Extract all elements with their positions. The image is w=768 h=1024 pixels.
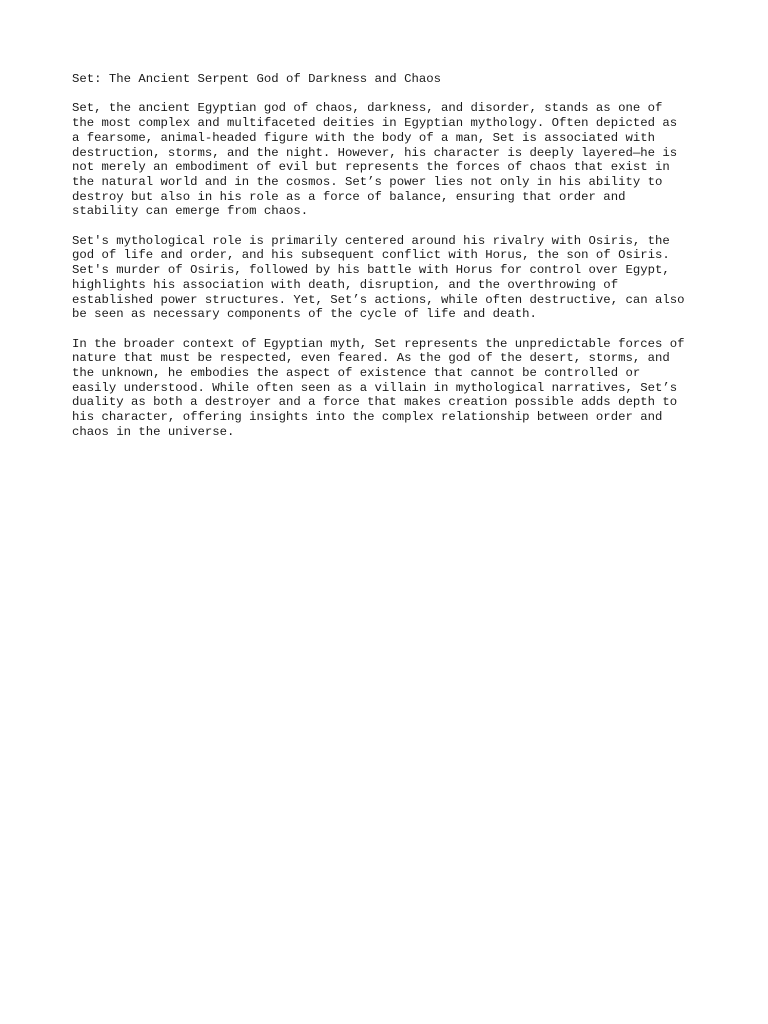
text-line: chaos in the universe. [72, 424, 235, 439]
text-line: nature that must be respected, even feared. As the god of the desert, storms, and [72, 351, 670, 366]
text-line: stability can emerge from chaos. [72, 204, 309, 219]
text-line: destroy but also in his role as a force of balance, ensuring that order and [72, 189, 626, 204]
paragraph-1 [72, 101, 702, 219]
text-line: Set, the ancient Egyptian god of chaos, darkness, and disorder, stands as one of [72, 101, 663, 116]
paragraph-3 [72, 337, 702, 440]
text-line: Set's mythological role is primarily centered around his rivalry with Osiris, the [72, 233, 670, 248]
text-line: be seen as necessary components of the cycle of life and death. [72, 307, 537, 322]
text-line: Set's murder of Osiris, followed by his battle with Horus for control over Egypt, [72, 263, 670, 278]
text-line: the most complex and multifaceted deities in Egyptian mythology. Often depicted as [72, 116, 678, 131]
text-line: In the broader context of Egyptian myth, Set represents the unpredictable forces of [72, 336, 685, 351]
text-line: his character, offering insights into the complex relationship between order and [72, 410, 663, 425]
document-title: Set: The Ancient Serpent God of Darkness and Chaos [72, 72, 441, 86]
text-line: easily understood. While often seen as a villain in mythological narratives, Set’s [72, 380, 678, 395]
document-body [72, 72, 702, 454]
text-line: not merely an embodiment of evil but represents the forces of chaos that exist in [72, 160, 670, 175]
text-line: destruction, storms, and the night. However, his character is deeply layered—he is [72, 145, 678, 160]
paragraph-2 [72, 234, 702, 322]
text-line: duality as both a destroyer and a force that makes creation possible adds depth to [72, 395, 678, 410]
text-line: a fearsome, animal-headed figure with the body of a man, Set is associated with [72, 130, 655, 145]
text-line: the unknown, he embodies the aspect of existence that cannot be controlled or [72, 366, 641, 381]
text-line: the natural world and in the cosmos. Set’s power lies not only in his ability to [72, 174, 663, 189]
text-line: god of life and order, and his subsequent conflict with Horus, the son of Osiris. [72, 248, 670, 263]
text-line: highlights his association with death, disruption, and the overthrowing of [72, 277, 619, 292]
text-line: established power structures. Yet, Set’s actions, while often destructive, can also [72, 292, 685, 307]
